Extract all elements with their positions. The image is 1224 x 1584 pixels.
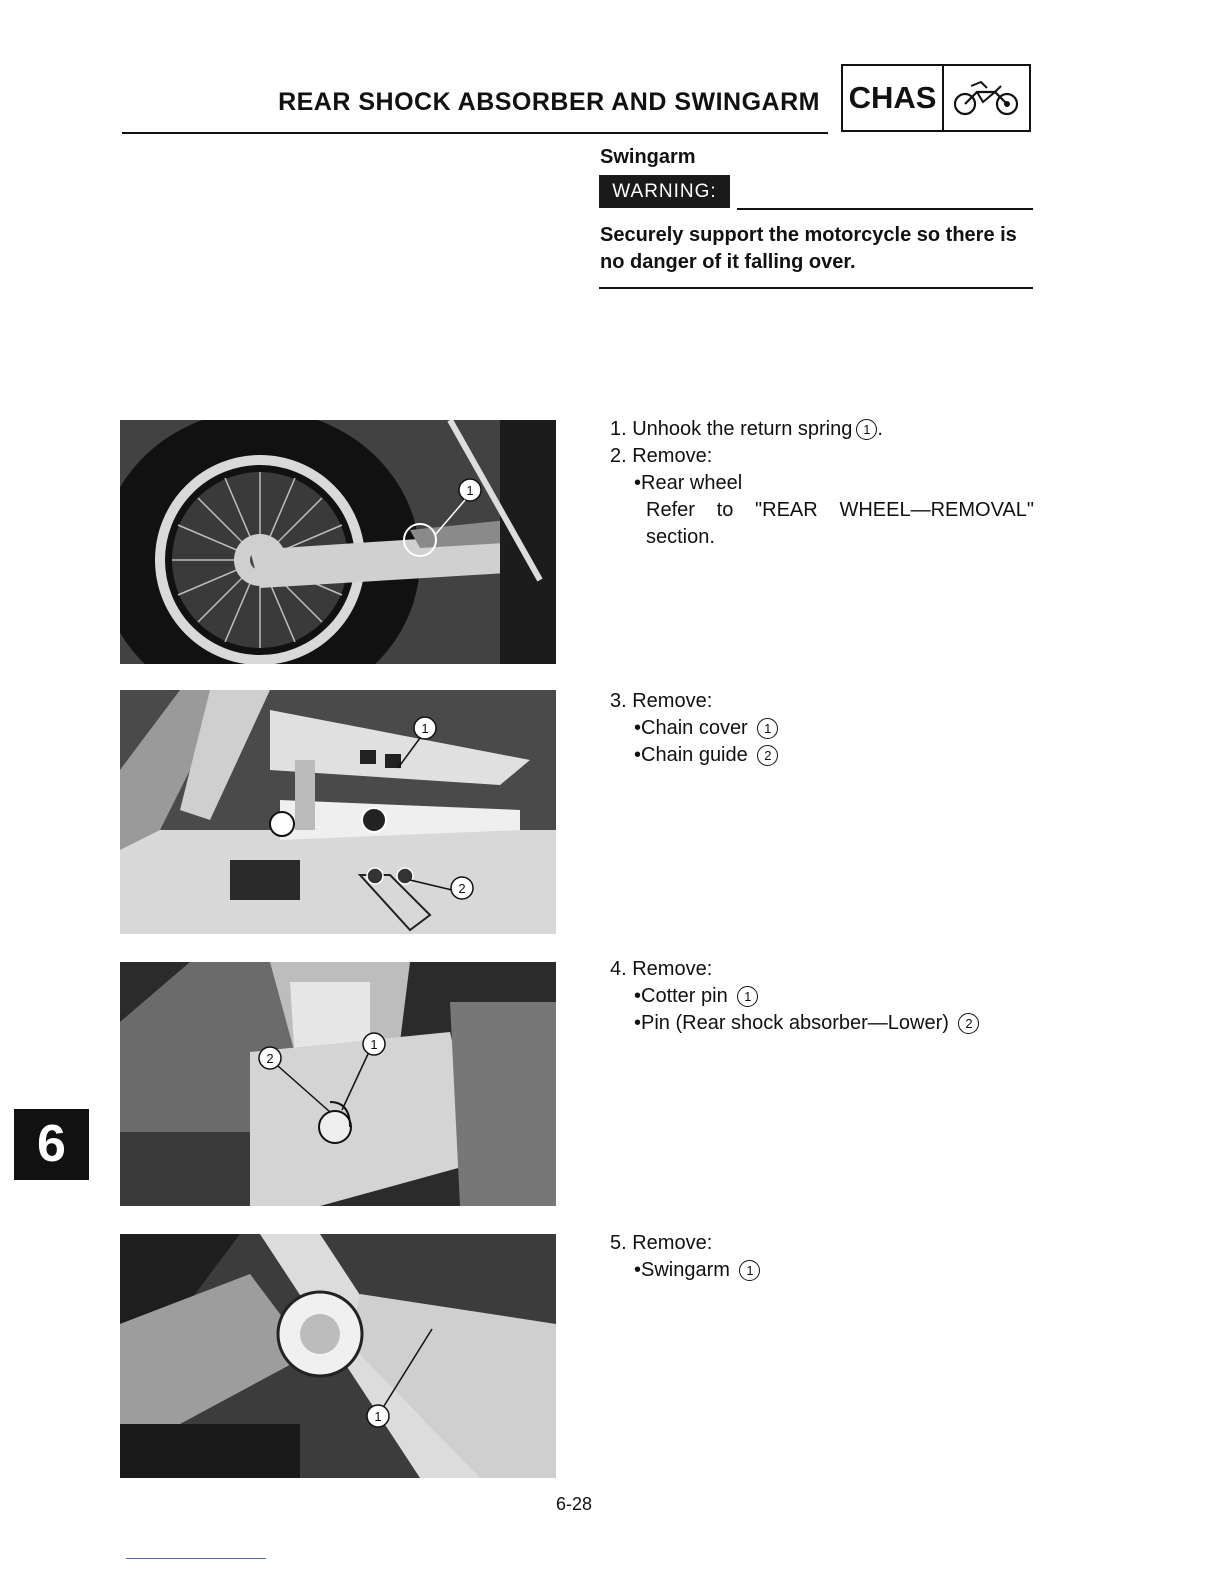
callout-number: 1 — [739, 1260, 760, 1281]
photo-callout: 2 — [266, 1051, 274, 1066]
photo-rear-wheel — [120, 420, 556, 664]
chapter-tab: 6 — [14, 1109, 89, 1180]
callout-number: 2 — [757, 745, 778, 766]
page-number: 6-28 — [556, 1494, 593, 1514]
step-item: •Pin (Rear shock absorber—Lower) — [634, 1012, 949, 1034]
step-note: Refer to "REAR WHEEL—REMOVAL" — [646, 499, 1034, 521]
title-rule — [122, 132, 828, 134]
step-4 — [610, 956, 1040, 1037]
warning-badge: WARNING: — [599, 175, 730, 208]
callout-number: 1 — [757, 718, 778, 739]
warning-text: Securely support the motorcycle so there is no danger of it falling over. — [600, 224, 1017, 273]
step-note: section. — [646, 526, 715, 548]
step-1-2: 1. Unhook the return spring 1 . 2. Remove: •Rear wheel Refer to "REAR WHEEL—REMOVAL" section. — [610, 416, 1040, 551]
step-line: 5. Remove: — [610, 1232, 713, 1254]
motorcycle-icon — [944, 66, 1029, 130]
step-item: •Rear wheel — [634, 472, 743, 494]
photo-callout: 1 — [421, 721, 429, 736]
step-line: 3. Remove: — [610, 690, 713, 712]
warning-rule-top — [737, 208, 1033, 210]
step-line: 2. Remove: — [610, 445, 713, 467]
step-line: 4. Remove: — [610, 958, 713, 980]
photo-swingarm — [120, 1234, 556, 1478]
photo-chain-cover — [120, 690, 556, 934]
section-code: CHAS — [843, 66, 944, 130]
step-5 — [610, 1230, 1040, 1284]
section-badge — [841, 64, 1031, 132]
photo-callout: 2 — [458, 881, 466, 896]
photo-shock-absorber-pin — [120, 962, 556, 1206]
step-line: 1. Unhook the return spring — [610, 418, 853, 440]
step-item: •Cotter pin — [634, 985, 728, 1007]
step-item: •Chain guide — [634, 744, 748, 766]
footer-rule — [126, 1558, 266, 1559]
photo-callout: 1 — [374, 1409, 382, 1424]
step-item: •Chain cover — [634, 717, 748, 739]
section-heading: Swingarm — [600, 146, 696, 168]
photo-callout: 1 — [370, 1037, 378, 1052]
step-3 — [610, 688, 1040, 769]
callout-number: 1 — [737, 986, 758, 1007]
page-title: REAR SHOCK ABSORBER AND SWINGARM — [278, 88, 820, 116]
step-item: •Swingarm — [634, 1259, 730, 1281]
warning-rule-bottom — [599, 287, 1033, 289]
photo-callout: 1 — [466, 483, 474, 498]
callout-number: 1 — [856, 419, 877, 440]
callout-number: 2 — [958, 1013, 979, 1034]
